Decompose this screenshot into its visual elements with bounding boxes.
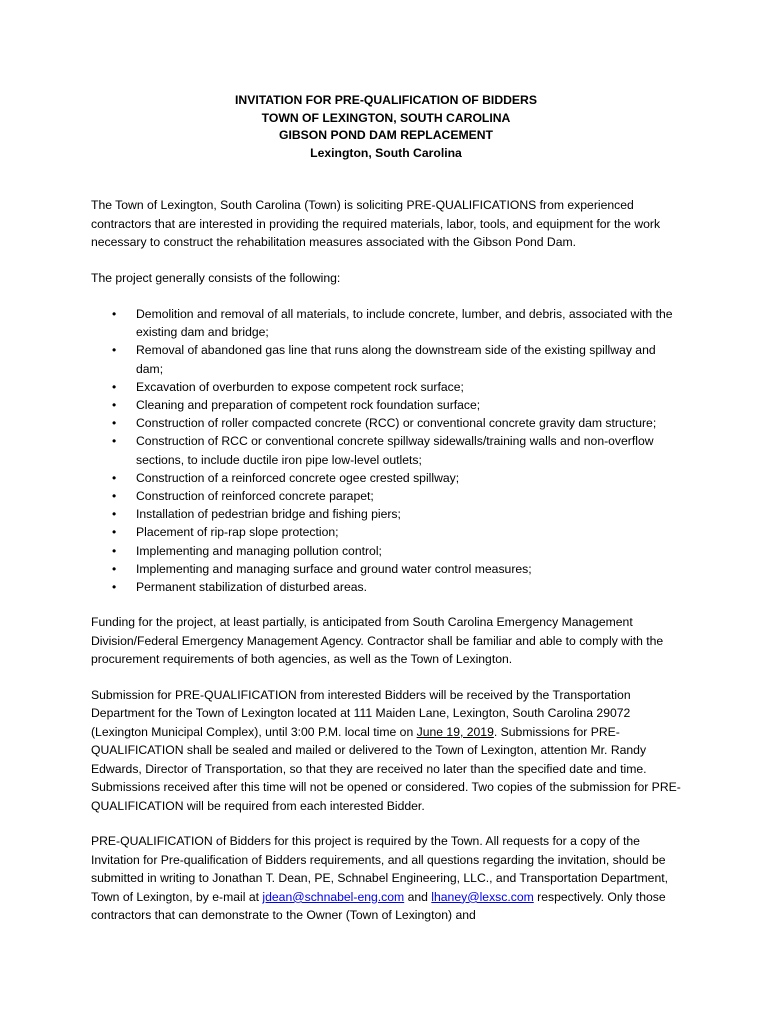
list-item: • Placement of rip-rap slope protection; xyxy=(136,523,681,541)
email-link-dean[interactable]: jdean@schnabel-eng.com xyxy=(262,889,405,904)
submission-paragraph xyxy=(91,686,681,816)
list-item: • Demolition and removal of all materials, to include concrete, lumber, and debris, associated with the existing dam and bridge; xyxy=(136,305,681,341)
document-heading xyxy=(91,92,681,162)
intro-paragraph: The Town of Lexington, South Carolina (Town) is soliciting PRE-QUALIFICATIONS from experienced contractors that are interested in providing the required materials, labor, tools, and equipment for the work necessary to construct the rehabilitation measures associated with the Gibson Pond Dam. xyxy=(91,198,661,249)
email-link-haney[interactable]: lhaney@lexsc.com xyxy=(431,889,534,904)
scope-intro: The project generally consists of the following: xyxy=(91,270,341,285)
list-item: • Removal of abandoned gas line that runs along the downstream side of the existing spillway and dam; xyxy=(136,341,681,377)
submission-deadline-date: June 19, 2019 xyxy=(416,724,494,739)
list-item: • Construction of reinforced concrete parapet; xyxy=(136,487,681,505)
prequal-text-continued: respectively. Only those contractors that can demonstrate to the Owner (Town of Lexington) and xyxy=(91,889,666,923)
list-item: • Installation of pedestrian bridge and fishing piers; xyxy=(136,505,681,523)
scope-list xyxy=(91,305,681,596)
list-item: • Implementing and managing pollution control; xyxy=(136,542,681,560)
document-page xyxy=(91,92,681,925)
heading-project: GIBSON POND DAM REPLACEMENT xyxy=(279,128,493,142)
list-item: • Construction of roller compacted concrete (RCC) or conventional concrete gravity dam structure; xyxy=(136,414,681,432)
prequal-text: PRE-QUALIFICATION of Bidders for this project is required by the Town. All requests for a copy of the Invitation for Pre-qualification of Bidders requirements, and all questions regarding the invitation, should be submitted in writing to Jonathan T. Dean, PE, Schnabel Engineering, LLC., and Transportation Department, Town of Lexington, by e-mail at xyxy=(91,834,668,904)
submission-text-continued: . Submissions for PRE-QUALIFICATION shall be sealed and mailed or delivered to the Town of Lexington, attention Mr. Randy Edwards, Director of Transportation, so that they are received no later than the specified date and time. Submissions received after this time will not be opened or considered. Two copies of the submission for PRE-QUALIFICATION will be required from each interested Bidder. xyxy=(91,724,681,813)
list-item: • Cleaning and preparation of competent rock foundation surface; xyxy=(136,396,681,414)
list-item: • Construction of a reinforced concrete ogee crested spillway; xyxy=(136,469,681,487)
list-item: • Implementing and managing surface and ground water control measures; xyxy=(136,560,681,578)
prequalification-paragraph xyxy=(91,832,681,925)
submission-text: Submission for PRE-QUALIFICATION from interested Bidders will be received by the Transportation Department for the Town of Lexington located at 111 Maiden Lane, Lexington, South Carolina 29072 (Lexington Municipal Complex), until 3:00 P.M. local time on xyxy=(91,687,631,739)
funding-paragraph: Funding for the project, at least partially, is anticipated from South Carolina Emergency Management Division/Federal Emergency Management Agency. Contractor shall be familiar and able to comply with the procurement requirements of both agencies, as well as the Town of Lexington. xyxy=(91,615,664,667)
list-item: • Permanent stabilization of disturbed areas. xyxy=(136,578,681,596)
prequal-and: and xyxy=(404,889,432,904)
heading-title: INVITATION FOR PRE-QUALIFICATION OF BIDDERS xyxy=(235,93,537,107)
heading-location: Lexington, South Carolina xyxy=(310,145,462,160)
list-item: • Excavation of overburden to expose competent rock surface; xyxy=(136,378,681,396)
list-item: • Construction of RCC or conventional concrete spillway sidewalls/training walls and non-overflow sections, to include ductile iron pipe low-level outlets; xyxy=(136,432,681,468)
heading-town: TOWN OF LEXINGTON, SOUTH CAROLINA xyxy=(261,110,511,125)
